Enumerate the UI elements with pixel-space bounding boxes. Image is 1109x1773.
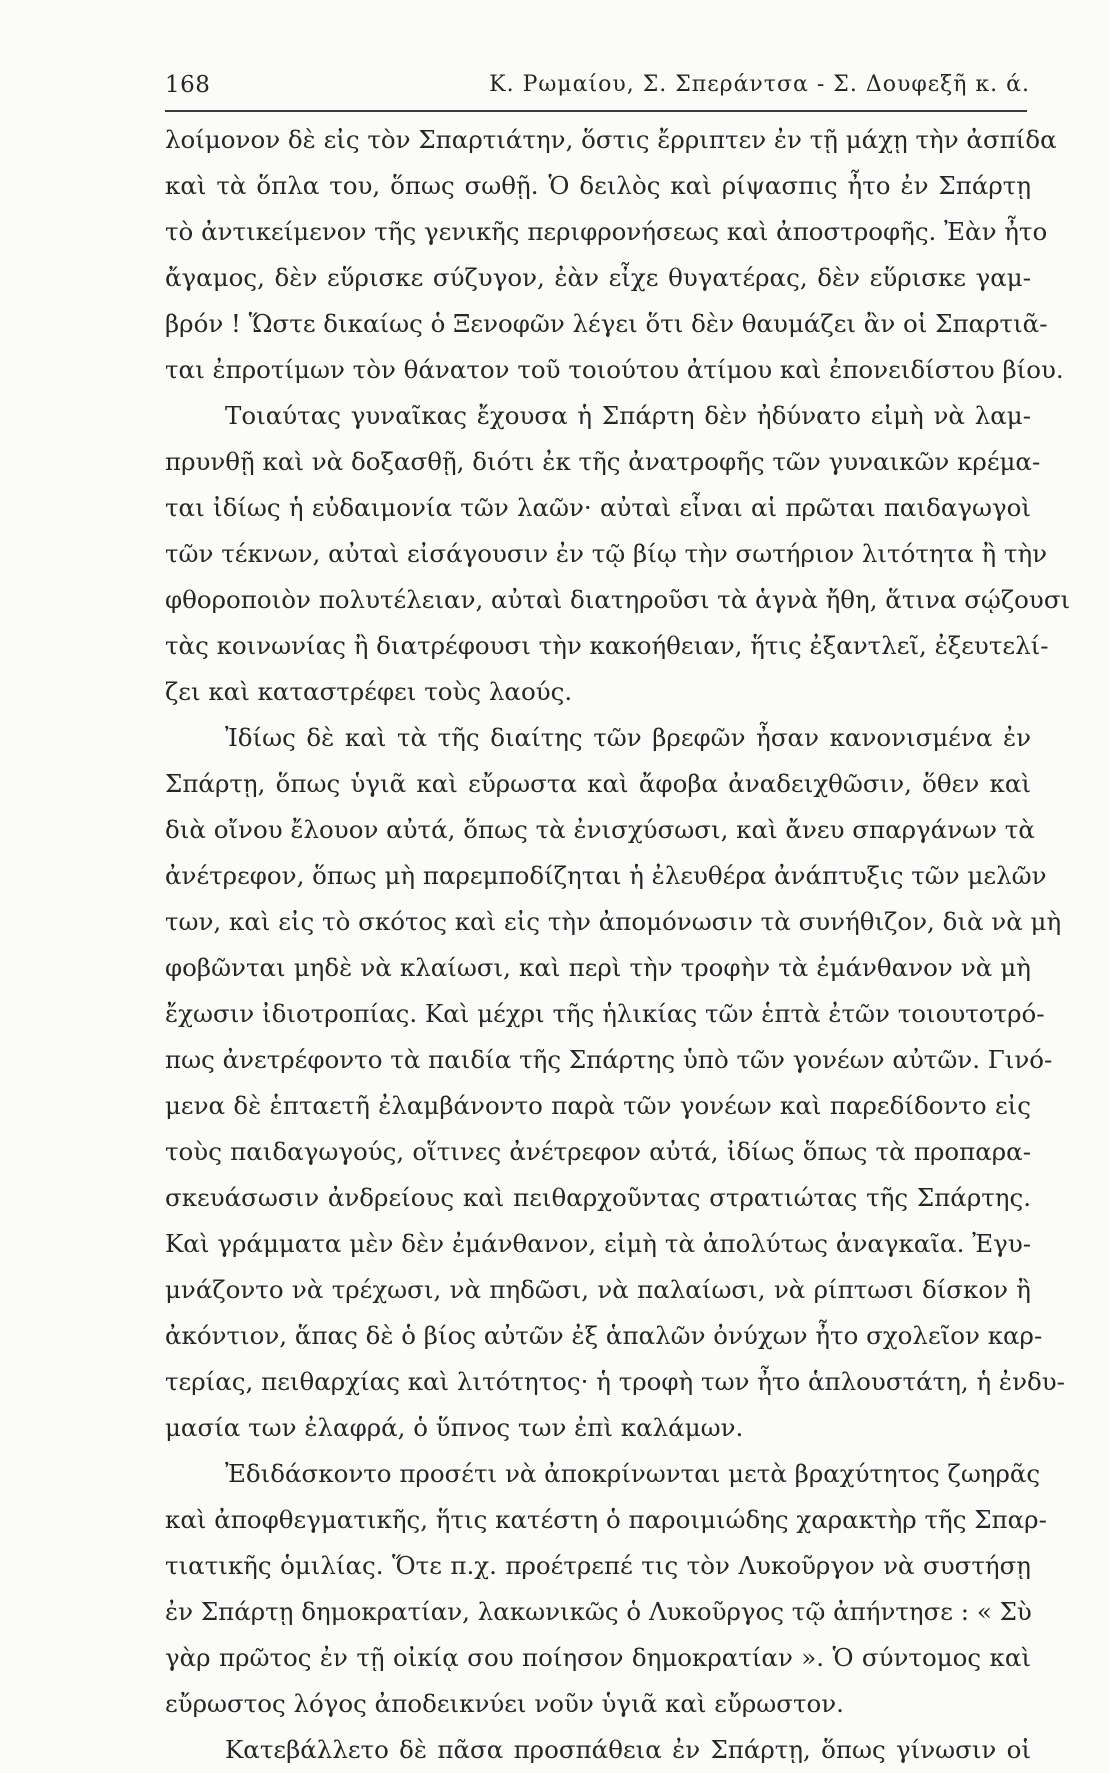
header-rule — [165, 110, 1027, 112]
text-line: τῶν τέκνων, αὐταὶ εἰσάγουσιν ἐν τῷ βίῳ τὴν σωτήριον λιτότητα ἢ τὴν — [165, 539, 1048, 568]
text-line: διὰ οἴνου ἔλουον αὐτά, ὅπως τὰ ἐνισχύσωσι, καὶ ἄνευ σπαργάνων τὰ — [165, 815, 1035, 844]
text-line: πως ἀνετρέφοντο τὰ παιδία τῆς Σπάρτης ὑπὸ τῶν γονέων αὐτῶν. Γινό- — [165, 1045, 1053, 1074]
text-line: ται ἐπροτίμων τὸν θάνατον τοῦ τοιούτου ἀτίμου καὶ ἐπονειδίστου βίου. — [165, 355, 1064, 384]
text-line: Τοιαύτας γυναῖκας ἔχουσα ἡ Σπάρτη δὲν ἠδύνατο εἰμὴ νὰ λαμ- — [225, 401, 1031, 430]
text-line: Ἰδίως δὲ καὶ τὰ τῆς διαίτης τῶν βρεφῶν ἦσαν κανονισμένα ἐν — [225, 723, 1031, 752]
text-line: μνάζοντο νὰ τρέχωσι, νὰ πηδῶσι, νὰ παλαίωσι, νὰ ρίπτωσι δίσκον ἢ — [165, 1275, 1031, 1304]
page-number: 168 — [165, 72, 211, 98]
text-line: γὰρ πρῶτος ἐν τῇ οἰκίᾳ σου ποίησον δημοκρατίαν ». Ὁ σύντομος καὶ — [165, 1643, 1031, 1672]
text-line: βρόν ! Ὥστε δικαίως ὁ Ξενοφῶν λέγει ὅτι δὲν θαυμάζει ἂν οἱ Σπαρτιᾶ- — [165, 309, 1048, 338]
text-line: ται ἰδίως ἡ εὐδαιμονία τῶν λαῶν· αὐταὶ εἶναι αἱ πρῶται παιδαγωγοὶ — [165, 493, 1031, 522]
text-line: Καὶ γράμματα μὲν δὲν ἐμάνθανον, εἰμὴ τὰ ἀπολύτως ἀναγκαῖα. Ἐγυ- — [165, 1229, 1031, 1258]
text-line: πρυνθῇ καὶ νὰ δοξασθῇ, διότι ἐκ τῆς ἀνατροφῆς τῶν γυναικῶν κρέμα- — [165, 447, 1041, 476]
text-line: ἀνέτρεφον, ὅπως μὴ παρεμποδίζηται ἡ ἐλευθέρα ἀνάπτυξις τῶν μελῶν — [165, 861, 1047, 890]
text-line: φοβῶνται μηδὲ νὰ κλαίωσι, καὶ περὶ τὴν τροφὴν τὰ ἐμάνθανον νὰ μὴ — [165, 953, 1031, 982]
text-line: ἔχωσιν ἰδιοτροπίας. Καὶ μέχρι τῆς ἡλικίας τῶν ἑπτὰ ἐτῶν τοιουτοτρό- — [165, 999, 1045, 1028]
text-line: τιατικῆς ὁμιλίας. Ὅτε π.χ. προέτρεπέ τις τὸν Λυκοῦργον νὰ συστήσῃ — [165, 1551, 1031, 1580]
text-line: των, καὶ εἰς τὸ σκότος καὶ εἰς τὴν ἀπομόνωσιν τὰ συνήθιζον, διὰ νὰ μὴ — [165, 907, 1062, 936]
text-line: εὔρωστος λόγος ἀποδεικνύει νοῦν ὑγιᾶ καὶ εὔρωστον. — [165, 1689, 844, 1718]
text-line: τοὺς παιδαγωγούς, οἵτινες ἀνέτρεφον αὐτά, ἰδίως ὅπως τὰ προπαρα- — [165, 1137, 1031, 1166]
running-head: Κ. Ρωμαίου, Σ. Σπεράντσα - Σ. Δουφεξῆ κ. ά. — [489, 72, 1030, 97]
text-line: τὰς κοινωνίας ἢ διατρέφουσι τὴν κακοήθειαν, ἥτις ἐξαντλεῖ, ἐξευτελί- — [165, 631, 1049, 660]
body-text — [165, 117, 1071, 1773]
page-header — [165, 72, 1030, 102]
text-line: μασία των ἐλαφρά, ὁ ὕπνος των ἐπὶ καλάμων. — [165, 1413, 744, 1442]
text-line: καὶ τὰ ὅπλα του, ὅπως σωθῇ. Ὁ δειλὸς καὶ ρίψασπις ἦτο ἐν Σπάρτῃ — [165, 171, 1031, 200]
text-line: Κατεβάλλετο δὲ πᾶσα προσπάθεια ἐν Σπάρτῃ, ὅπως γίνωσιν οἱ — [225, 1735, 1031, 1764]
text-line: Σπάρτῃ, ὅπως ὑγιᾶ καὶ εὔρωστα καὶ ἄφοβα ἀναδειχθῶσιν, ὅθεν καὶ — [165, 769, 1031, 798]
text-line: Ἐδιδάσκοντο προσέτι νὰ ἀποκρίνωνται μετὰ βραχύτητος ζωηρᾶς — [225, 1459, 1041, 1488]
text-line: σκευάσωσιν ἀνδρείους καὶ πειθαρχοῦντας στρατιώτας τῆς Σπάρτης. — [165, 1183, 1031, 1212]
text-line: μενα δὲ ἑπταετῆ ἐλαμβάνοντο παρὰ τῶν γονέων καὶ παρεδίδοντο εἰς — [165, 1091, 1031, 1120]
text-line: καὶ ἀποφθεγματικῆς, ἥτις κατέστη ὁ παροιμιώδης χαρακτὴρ τῆς Σπαρ- — [165, 1505, 1047, 1534]
text-line: ἐν Σπάρτῃ δημοκρατίαν, λακωνικῶς ὁ Λυκοῦργος τῷ ἀπήντησε : « Σὺ — [165, 1597, 1032, 1626]
text-line: ζει καὶ καταστρέφει τοὺς λαούς. — [165, 677, 573, 706]
text-line: τερίας, πειθαρχίας καὶ λιτότητος· ἡ τροφὴ των ἦτο ἁπλουστάτη, ἡ ἐνδυ- — [165, 1367, 1065, 1396]
text-line: φθοροποιὸν πολυτέλειαν, αὐταὶ διατηροῦσι τὰ ἁγνὰ ἤθη, ἅτινα σῴζουσι — [165, 585, 1071, 614]
text-line: τὸ ἀντικείμενον τῆς γενικῆς περιφρονήσεως καὶ ἀποστροφῆς. Ἐὰν ἦτο — [165, 217, 1048, 246]
text-line: λοίμονον δὲ εἰς τὸν Σπαρτιάτην, ὅστις ἔρριπτεν ἐν τῇ μάχῃ τὴν ἀσπίδα — [165, 125, 1057, 154]
text-line: ἀκόντιον, ἅπας δὲ ὁ βίος αὐτῶν ἐξ ἁπαλῶν ὀνύχων ἦτο σχολεῖον καρ- — [165, 1321, 1043, 1350]
text-line: ἄγαμος, δὲν εὕρισκε σύζυγον, ἐὰν εἶχε θυγατέρας, δὲν εὕρισκε γαμ- — [165, 263, 1031, 292]
